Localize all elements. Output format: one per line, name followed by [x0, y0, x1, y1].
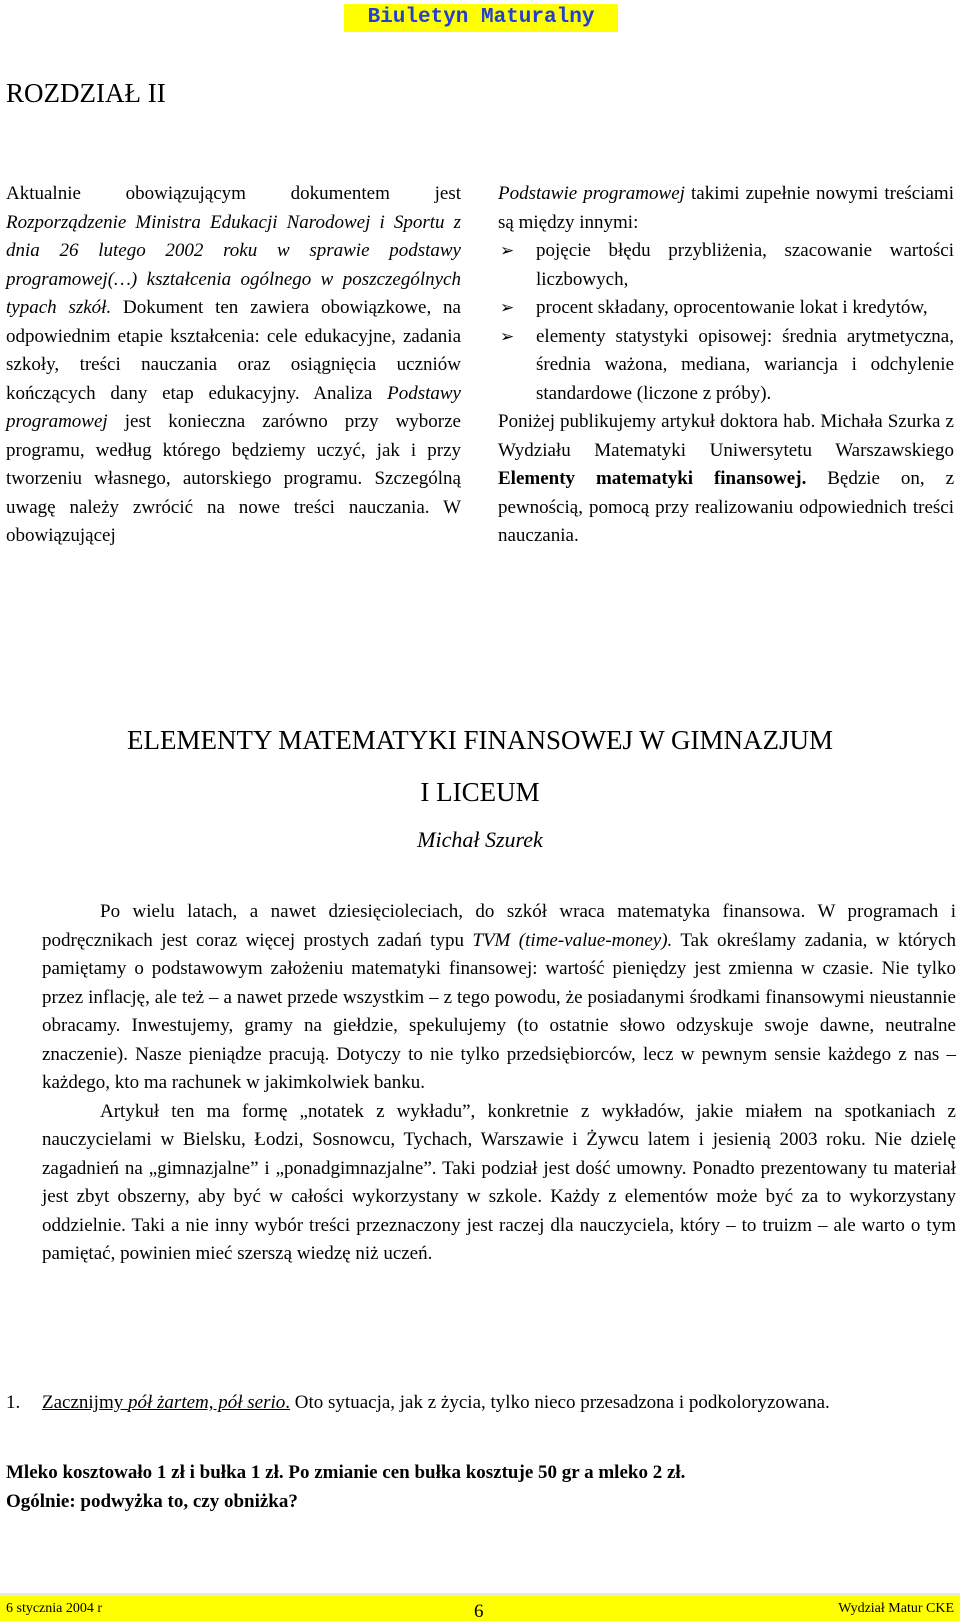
article-title-line2: I LICEUM [420, 777, 540, 807]
chapter-title: ROZDZIAŁ II [6, 78, 166, 108]
arrow-bullet-icon: ➢ [500, 326, 515, 346]
right-column [498, 180, 954, 551]
list-item: ➢ elementy statystyki opisowej: średnia arytmetyczna, średnia ważona, mediana, wariancja i odchylenie standardowe (liczone z próby). [498, 323, 954, 409]
article-author: Michał Szurek [417, 827, 543, 852]
intro-paragraph: Aktualnie obowiązującym dokumentem jest Rozporządzenie Ministra Edukacji Narodowej i Sportu z dnia 26 lutego 2002 roku w sprawie podstawy programowej(…) kształcenia ogólnego w poszczególnych typach szkół. Dokument ten zawiera obowiązkowe, na odpowiednim etapie kształcenia: cele edukacyjne, zadania szkoły, treści nauczania oraz osiągnięcia uczniów kończących dany etap edukacyjny. Analiza Podstawy programowej jest konieczna zarówno przy wyborze programu, według którego będziemy uczyć, jak i przy tworzeniu własnego, autorskiego programu. Szczególną uwagę należy zwrócić na nowe treści nauczania. W obowiązującej [6, 183, 461, 546]
footer-date: 6 stycznia 2004 r [6, 1601, 103, 1616]
problem-question: Ogólnie: podwyżka to, czy obniżka? [6, 1490, 298, 1512]
page-number: 6 [474, 1601, 484, 1622]
item-text: Zacznijmy pół żartem, pół serio. Oto sytuacja, jak z życia, tylko nieco przesadzona i podkoloryzowana. [42, 1392, 830, 1413]
new-content-list [498, 237, 954, 408]
article-paragraph: Po wielu latach, a nawet dziesięcioleciach, do szkół wraca matematyka finansowa. W programach i podręcznikach jest coraz więcej prostych zadań typu TVM (time-value-money). Tak określamy zadania, w których pamiętamy o podstawowym założeniu matematyki finansowej: wartość pieniędzy jest zmienna w czasie. Nie tylko przez inflację, ale też – a nawet przede wszystkim – z tego powodu, że posiadanymi środkami finansowymi nieustannie obracamy. Inwestujemy, gramy na giełdzie, spekulujemy (to ostatnie słowo odzyskuje swoje dawne, neutralne znaczenie). Nasze pieniądze pracują. Dotyczy to nie tylko przedsiębiorców, lecz w pewnym sensie każdego z nas – każdego, kto ma rachunek w jakimkolwiek banku. [42, 901, 956, 1093]
arrow-bullet-icon: ➢ [500, 298, 515, 317]
article-title-line1: ELEMENTY MATEMATYKI FINANSOWEJ W GIMNAZJUM [127, 725, 833, 755]
item-number: 1. [6, 1392, 21, 1413]
article-paragraph: Artykuł ten ma formę „notatek z wykładu”, konkretnie z wykładów, jakie miałem na spotkaniach z nauczycielami w Bielsku, Łodzi, Sosnowcu, Tychach, Warszawie i Żywcu latem i jesienią 2003 roku. Nie dzielę zagadnień na „gimnazjalne” i „ponadgimnazjalne”. Taki podział jest dość umowny. Ponadto prezentowany tu materiał jest zbyt obszerny, aby być w całości wykorzystany w szkole. Każdy z elementów może być za to wykorzystany oddzielnie. Taki a nie inny wybór treści przeznaczony jest raczej dla nauczyciela, który – to truizm – ale warto o tym pamiętać, powinien mieć szerszą wiedzę niż uczeń. [42, 1100, 956, 1264]
list-item: ➢ pojęcie błędu przybliżenia, szacowanie wartości liczbowych, [498, 237, 954, 294]
problem-line: Mleko kosztowało 1 zł i bułka 1 zł. Po zmianie cen bułka kosztuje 50 gr a mleko 2 zł. [6, 1462, 686, 1483]
left-column [6, 180, 461, 551]
footer-org: Wydział Matur CKE [838, 1601, 954, 1616]
new-content-intro: Podstawie programowej takimi zupełnie nowymi treściami są między innymi: [498, 183, 954, 233]
bulletin-header: Biuletyn Maturalny [344, 4, 618, 32]
arrow-bullet-icon: ➢ [500, 241, 515, 260]
numbered-item [6, 1389, 956, 1418]
article-body [42, 898, 956, 1269]
problem-statement [6, 1459, 956, 1516]
article-announcement: Poniżej publikujemy artykuł doktora hab. Michała Szurka z Wydziału Matematyki Uniwersytetu Warszawskiego Elementy matematyki finansowej. Będzie on, z pewnością, pomocą przy realizowaniu odpowiednich treści nauczania. [498, 411, 954, 546]
list-item: ➢ procent składany, oprocentowanie lokat i kredytów, [498, 294, 954, 323]
